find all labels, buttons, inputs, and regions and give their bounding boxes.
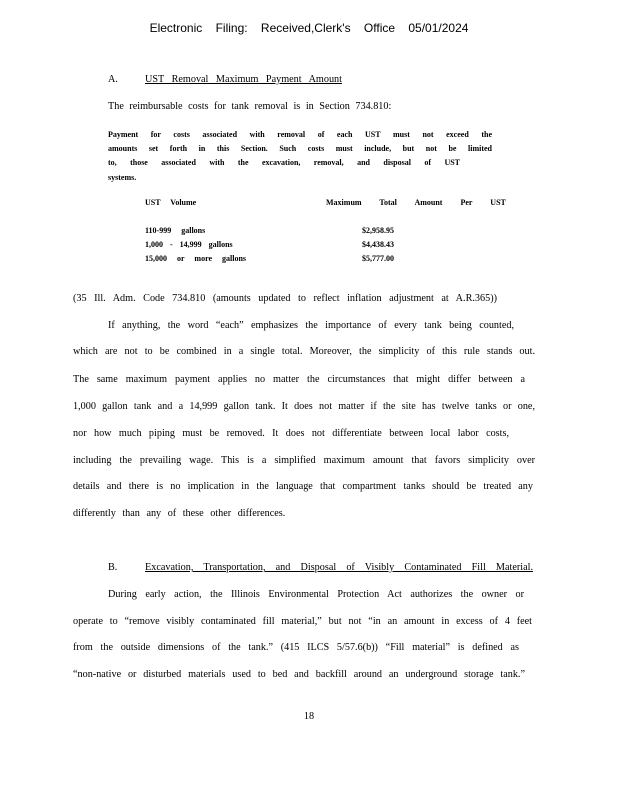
paragraph-a-line: nor how much piping must be removed. It does not differentiate between local labor costs, <box>73 428 509 439</box>
paragraph-a-line: details and there is no implication in the language that compartment tanks should be treated any <box>73 481 533 492</box>
section-a-intro: The reimbursable costs for tank removal is in Section 734.810: <box>108 101 392 112</box>
filing-header: Electronic Filing: Received,Clerk's Office 05/01/2024 <box>149 21 469 35</box>
citation: (35 Ill. Adm. Code 734.810 (amounts updated to reflect inflation adjustment at A.R.365)) <box>73 293 497 304</box>
table-header-volume: UST Volume <box>145 198 197 207</box>
table-row-volume: 110-999 gallons <box>145 226 206 235</box>
paragraph-b-line: “non-native or disturbed materials used to bed and backfill around an underground storage tank.” <box>73 669 525 680</box>
section-a-letter: A. <box>108 74 118 85</box>
quote-line-1: Payment for costs associated with removal of each UST must not exceed the <box>108 130 492 139</box>
paragraph-a-line: including the prevailing wage. This is a simplified maximum amount that favors simplicity over <box>73 455 535 466</box>
page-number: 18 <box>303 711 315 722</box>
paragraph-a-line: 1,000 gallon tank and a 14,999 gallon tank. It does not matter if the site has twelve tanks or one, <box>73 401 535 412</box>
paragraph-a-line: The same maximum payment applies no matter the circumstances that might differ between a <box>73 374 525 385</box>
table-row-amount: $5,777.00 <box>362 254 394 263</box>
section-b-letter: B. <box>108 562 118 573</box>
paragraph-a-line: differently than any of these other differences. <box>73 508 286 519</box>
paragraph-b-line: During early action, the Illinois Environmental Protection Act authorizes the owner or <box>108 589 524 600</box>
quote-line-4: systems. <box>108 173 137 182</box>
paragraph-a-line: If anything, the word “each” emphasizes the importance of every tank being counted, <box>108 320 514 331</box>
table-row-volume: 1,000 - 14,999 gallons <box>145 240 233 249</box>
section-b-title: Excavation, Transportation, and Disposal of Visibly Contaminated Fill Material. <box>145 562 533 573</box>
paragraph-a-line: which are not to be combined in a single total. Moreover, the simplicity of this rule stands out. <box>73 346 535 357</box>
quote-line-2: amounts set forth in this Section. Such costs must include, but not be limited <box>108 144 492 153</box>
quote-line-3: to, those associated with the excavation, removal, and disposal of UST <box>108 158 460 167</box>
table-row-amount: $2,958.95 <box>362 226 394 235</box>
paragraph-b-line: operate to “remove visibly contaminated fill material,” but not “in an amount in excess of 4 feet <box>73 616 532 627</box>
table-row-amount: $4,438.43 <box>362 240 394 249</box>
table-row-volume: 15,000 or more gallons <box>145 254 247 263</box>
table-header-maximum: Maximum Total Amount Per UST <box>326 198 506 207</box>
paragraph-b-line: from the outside dimensions of the tank.” (415 ILCS 5/57.6(b)) “Fill material” is defined as <box>73 642 519 653</box>
section-a-title: UST Removal Maximum Payment Amount <box>145 74 342 85</box>
